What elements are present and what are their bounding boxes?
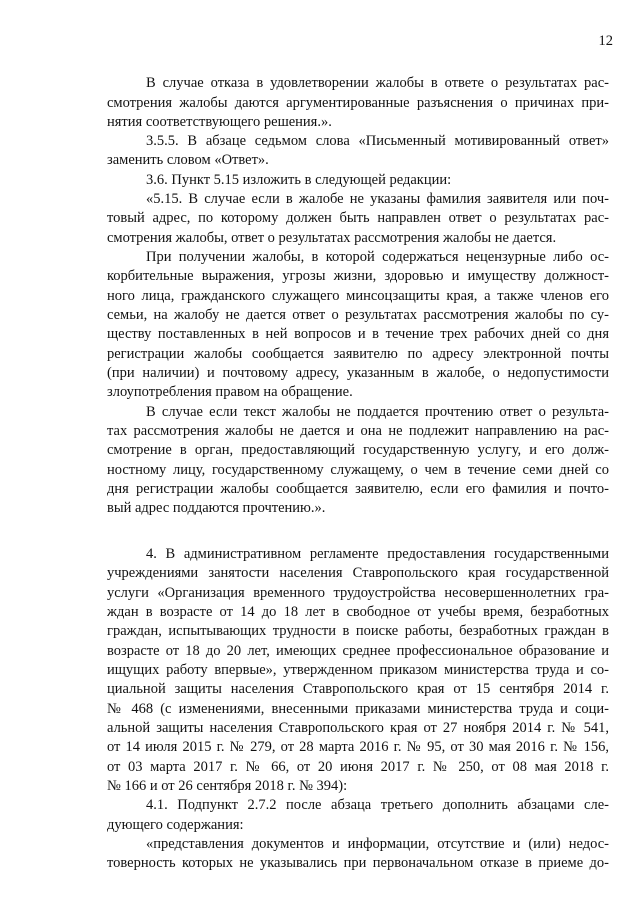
text-line: смотрение в орган, предоставляющий государственную услугу, и его долж- [107,442,609,458]
text-line: злоупотребления правом на обращение. [107,384,353,400]
text-line: возрасте от 18 до 20 лет, имеющих среднее профессиональное образование и [107,643,609,659]
text-line: циальной защиты населения Ставропольского края от 15 сентября 2014 г. [107,681,609,697]
text-line: № 468 (с изменениями, внесенными приказами министерства труда и соци- [107,701,609,717]
text-line: смотрения жалобы даются аргументированные разъяснения о причинах при- [107,95,609,111]
text-line: ного лица, гражданского служащего минсоцзащиты края, а также членов его [107,288,609,304]
text-line: регистрации жалобы сообщается заявителю по адресу электронной почты [107,346,609,362]
text-line: В случае если текст жалобы не поддается прочтению ответ о результа- [146,404,609,420]
text-line: «5.15. В случае если в жалобе не указаны фамилия заявителя или поч- [146,191,609,207]
text-line: тах рассмотрения жалобы не дается и она не подлежит направлению на рас- [107,423,609,439]
page-number: 12 [598,33,613,49]
text-line: ждан в возрасте от 14 до 18 лет в свободное от учебы время, безработных [107,604,609,620]
text-line: ностному лицу, государственному служащему, о чем в течение семи дней со [107,462,609,478]
text-line: 3.5.5. В абзаце седьмом слова «Письменный мотивированный ответ» [146,133,609,149]
text-line: 3.6. Пункт 5.15 изложить в следующей редакции: [146,172,452,188]
text-line: услуги «Организация временного трудоустройства несовершеннолетних гра- [107,585,609,601]
text-line: (при наличии) и почтовому адресу, указанным в жалобе, о недопустимости [107,365,609,381]
text-line: дующего содержания: [107,817,244,833]
text-line: вый адрес поддаются прочтению.». [107,500,326,516]
text-line: от 14 июля 2015 г. № 279, от 28 марта 2016 г. № 95, от 30 мая 2016 г. № 156, [107,739,609,755]
text-line: учреждениями занятости населения Ставропольского края государственной [107,565,609,581]
text-line: граждан, испытывающих трудности в поиске работы, безработных граждан в [107,623,609,639]
text-line: семьи, на жалобу не дается ответ о результатах рассмотрения жалобы по су- [107,307,609,323]
text-line: № 166 и от 26 сентября 2018 г. № 394): [107,778,348,794]
text-line: В случае отказа в удовлетворении жалобы в ответе о результатах рас- [146,75,609,91]
text-line: ществу поставленных в ней вопросов и в течение трех рабочих дней со дня [107,326,609,342]
text-line: от 03 марта 2017 г. № 66, от 20 июня 2017 г. № 250, от 08 мая 2018 г. [107,759,609,775]
text-line: 4.1. Подпункт 2.7.2 после абзаца третьего дополнить абзацами сле- [146,797,609,813]
text-line: ищущих работу впервые», утвержденном приказом министерства труда и со- [107,662,609,678]
text-line: заменить словом «Ответ». [107,152,269,168]
text-line: нятия соответствующего решения.». [107,114,332,130]
text-line: товый адрес, по которому должен быть направлен ответ о результатах рас- [107,210,609,226]
text-line: 4. В административном регламенте предоставления государственными [146,546,609,562]
text-line: товерность которых не указывались при первоначальном отказе в приеме до- [107,855,609,871]
text-line: «представления документов и информации, отсутствие и (или) недос- [146,836,609,852]
text-line: дня регистрации жалобы сообщается заявителю, если его фамилия и почто- [107,481,609,497]
text-line: корбительные выражения, угрозы жизни, здоровью и имуществу должност- [107,268,609,284]
text-line: альной защиты населения Ставропольского края от 27 ноября 2014 г. № 541, [107,720,609,736]
text-line: смотрения жалобы, ответ о результатах рассмотрения жалобы не дается. [107,230,557,246]
text-line: При получении жалобы, в которой содержаться нецензурные либо ос- [146,249,609,265]
